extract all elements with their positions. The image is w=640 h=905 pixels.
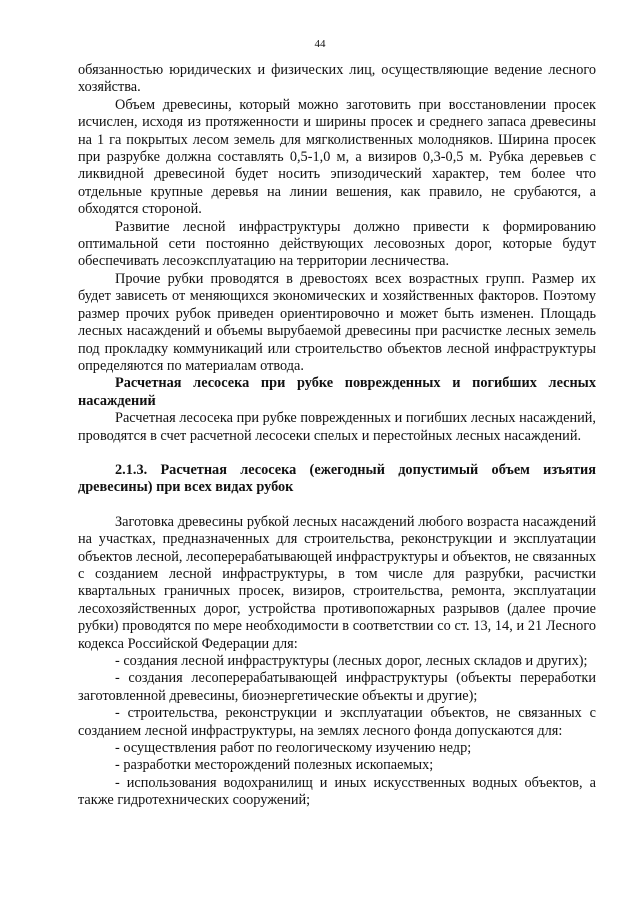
paragraph-clearing-volume: Объем древесины, который можно заготовить при восстановлении просек исчислен, исходя из протяженности и ширины просек и среднего запаса древесины на 1 га покрытых лесом земель для мягколиственных молодняков. Ширина просек при разрубке должна составлять 0,5-1,0 м, а визиров 0,3-0,5 м. Рубка деревьев с ликвидной древесиной будет носить эпизодический характер, тем более что отдельные крупные деревья на линии вешения, как правило, не срубаются, а обходятся стороной. [78,96,596,218]
paragraph-damaged-stands: Расчетная лесосека при рубке поврежденных и погибших лесных насаждений, проводятся в счет расчетной лесосеки спелых и перестойных лесных насаждений. [78,410,596,444]
list-item-processing-infrastructure: - создания лесоперерабатывающей инфраструктуры (объекты переработки заготовленной древесины, биоэнергетические объекты и другие); [78,670,596,704]
list-item-forest-infrastructure: - создания лесной инфраструктуры (лесных дорог, лесных складов и других); [115,653,588,669]
list-item-water-objects: - использования водохранилищ и иных искусственных водных объектов, а также гидротехнических сооружений; [78,774,596,809]
list-item-mining: - разработки месторождений полезных ископаемых; [115,757,434,774]
subheading-damaged-stands: Расчетная лесосека при рубке поврежденных и погибших лесных насаждений [78,375,596,409]
paragraph-continuation: обязанностью юридических и физических лиц, осуществляющие ведение лесного хозяйства. [78,62,596,96]
section-heading-2-1-3: 2.1.3. Расчетная лесосека (ежегодный допустимый объем изъятия древесины) при всех видах рубок [78,461,596,496]
paragraph-harvesting: Заготовка древесины рубкой лесных насаждений любого возраста насаждений на участках, предназначенных для строительства, реконструкции и эксплуатации объектов лесной, лесоперерабатывающей инфраструктуры и объектов, не связанных с созданием лесной инфраструктуры, в том числе для разрубки, расчистки квартальных граничных просек, визиров, строительства, ремонта, эксплуатации лесохозяйственных дорог, устройства противопожарных разрывов (далее прочие рубки) проводятся по мере необходимости в соответствии со ст. 13, 14, и 21 Лесного кодекса Российской Федерации для: [78,513,596,652]
list-item-geology: - осуществления работ по геологическому изучению недр; [115,740,472,757]
page-number: 44 [314,38,326,50]
paragraph-other-cuttings: Прочие рубки проводятся в древостоях всех возрастных групп. Размер их будет зависеть от меняющихся экономических и хозяйственных факторов. Поэтому размер прочих рубок приведен ориентировочно и может быть изменен. Площадь лесных насаждений и объемы вырубаемой древесины при расчистке лесных земель под прокладку коммуникаций или строительство объектов лесной инфраструктуры определяются по материалам отвода. [78,270,596,374]
list-item-construction: - строительства, реконструкции и эксплуатации объектов, не связанных с созданием лесной инфраструктуры, на землях лесного фонда допускаются для: [78,705,596,739]
page-content [78,62,596,810]
paragraph-infrastructure: Развитие лесной инфраструктуры должно привести к формированию оптимальной сети постоянно действующих лесовозных дорог, которые будут обеспечивать лесоэксплуатацию на территории лесничества. [78,218,596,270]
